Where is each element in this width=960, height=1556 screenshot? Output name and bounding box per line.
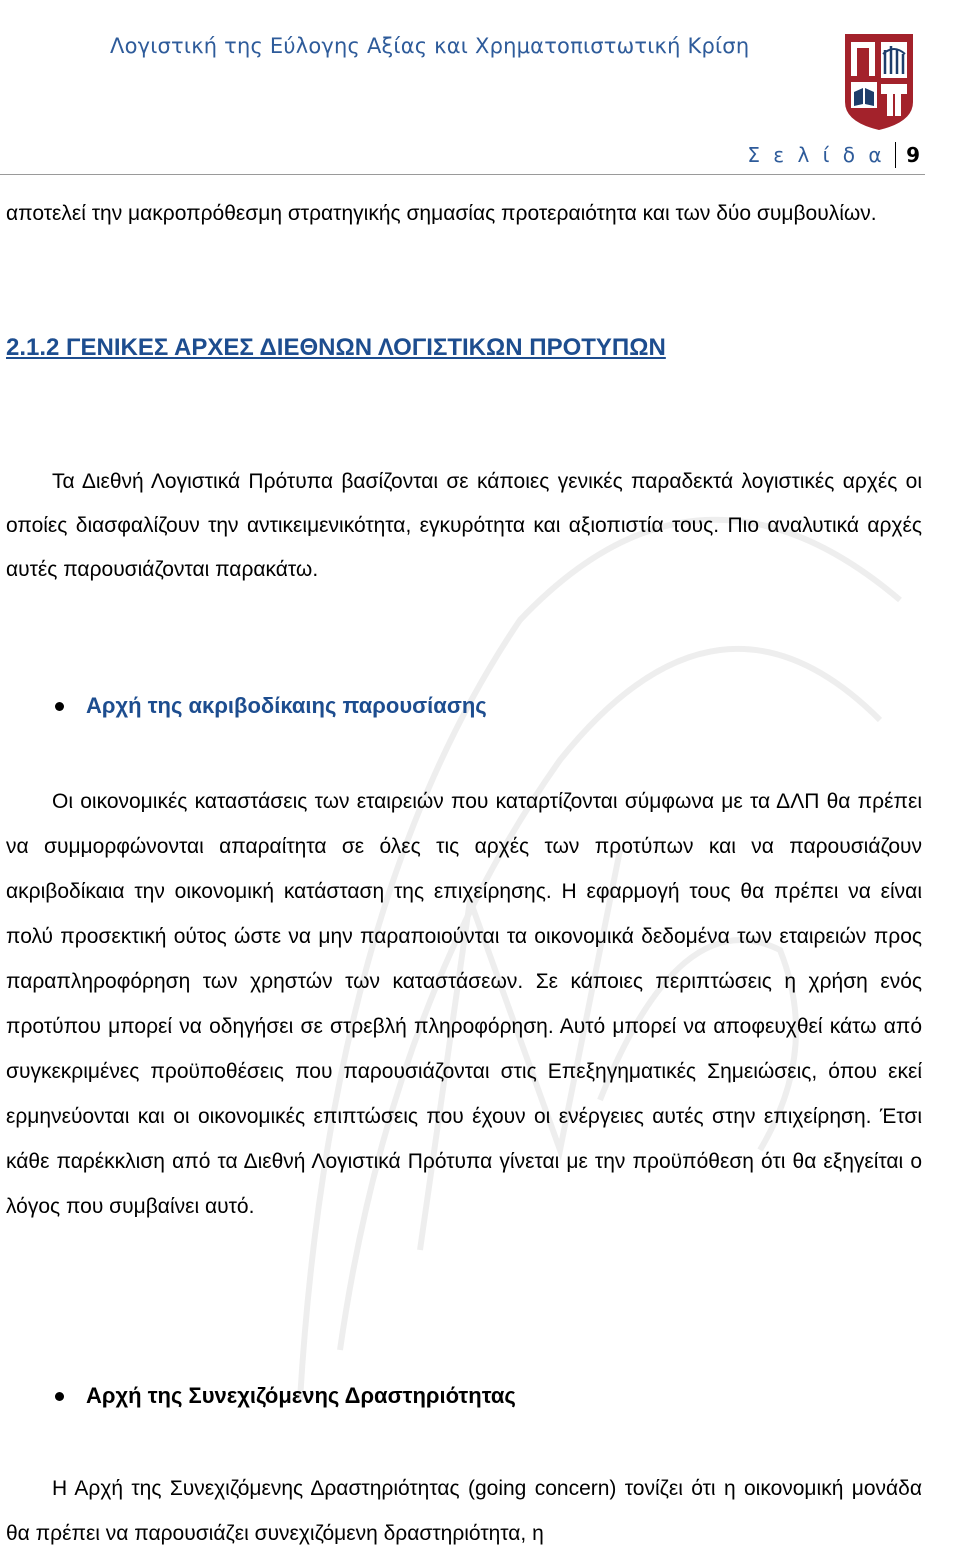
university-logo <box>841 32 917 132</box>
going-concern-text: Η Αρχή της Συνεχιζόμενης Δραστηριότητας (going concern) τονίζει ότι η οικονομική μονάδα θα πρέπει να παρουσιάζει συνεχιζόμενη δραστηριότητα, η <box>6 1477 922 1545</box>
page-number-block <box>747 142 920 168</box>
general-principles-text: Τα Διεθνή Λογιστικά Πρότυπα βασίζονται σε κάποιες γενικές παραδεκτά λογιστικές αρχές οι οποίες διασφαλίζουν την αντικειμενικότητα, εγκυρότητα και αξιοπιστία τους. Πιο αναλυτικά αρχές αυτές παρουσιάζονται παρακάτω. <box>6 470 922 581</box>
page-divider <box>895 142 896 168</box>
header-rule <box>0 174 925 175</box>
bullet-title: Αρχή της ακριβοδίκαιης παρουσίασης <box>86 693 487 718</box>
intro-paragraph: αποτελεί την μακροπρόθεσμη στρατηγικής σημασίας προτεραιότητα και των δύο συμβουλίων. <box>6 202 877 225</box>
fair-presentation-text: Οι οικονομικές καταστάσεις των εταιρειών που καταρτίζονται σύμφωνα με τα ΔΛΠ θα πρέπει να συμμορφώνονται απαραίτητα σε όλες τις αρχές των προτύπων και να παρουσιάζουν ακριβοδίκαια την οικονομική κατάσταση της επιχείρησης. Η εφαρμογή τους θα πρέπει να είναι πολύ προσεκτική ούτος ώστε να μην παραποιούνται τα οικονομικά δεδομένα των εταιρειών προς παραπληροφόρηση των χρηστών των καταστάσεων. Σε κάποιες περιπτώσεις η χρήση ενός προτύπου μπορεί να οδηγήσει σε στρεβλή πληροφόρηση. Αυτό μπορεί να αποφευχθεί κάτω από συγκεκριμένες προϋποθέσεις που παρουσιάζονται στις Επεξηγηματικές Σημειώσεις, όπου εκεί ερμηνεύονται και οι οικονομικές επιπτώσεις που έχουν οι ενέργειες αυτές στην επιχείρηση. Έτσι κάθε παρέκκλιση από τα Διεθνή Λογιστικά Πρότυπα γίνεται με την προϋπόθεση ότι θα εξηγείται ο λόγος που συμβαίνει αυτό. <box>6 790 922 1218</box>
section-heading: 2.1.2 ΓΕΝΙΚΕΣ ΑΡΧΕΣ ΔΙΕΘΝΩΝ ΛΟΓΙΣΤΙΚΩΝ ΠΡΟΤΥΠΩΝ <box>6 334 666 361</box>
fair-presentation-paragraph <box>6 779 922 1229</box>
bullet-icon <box>55 1392 64 1401</box>
bullet-icon <box>55 702 64 711</box>
page-number: 9 <box>906 143 920 167</box>
running-header-title: Λογιστική της Εύλογης Αξίας και Χρηματοπιστωτική Κρίση <box>110 34 750 58</box>
bullet-fair-presentation <box>55 693 487 719</box>
page-word: Σ ε λ ί δ α <box>747 143 886 167</box>
bullet-title: Αρχή της Συνεχιζόμενης Δραστηριότητας <box>86 1383 516 1408</box>
going-concern-paragraph <box>6 1466 922 1556</box>
bullet-going-concern <box>55 1383 516 1409</box>
general-principles-paragraph <box>6 460 922 592</box>
